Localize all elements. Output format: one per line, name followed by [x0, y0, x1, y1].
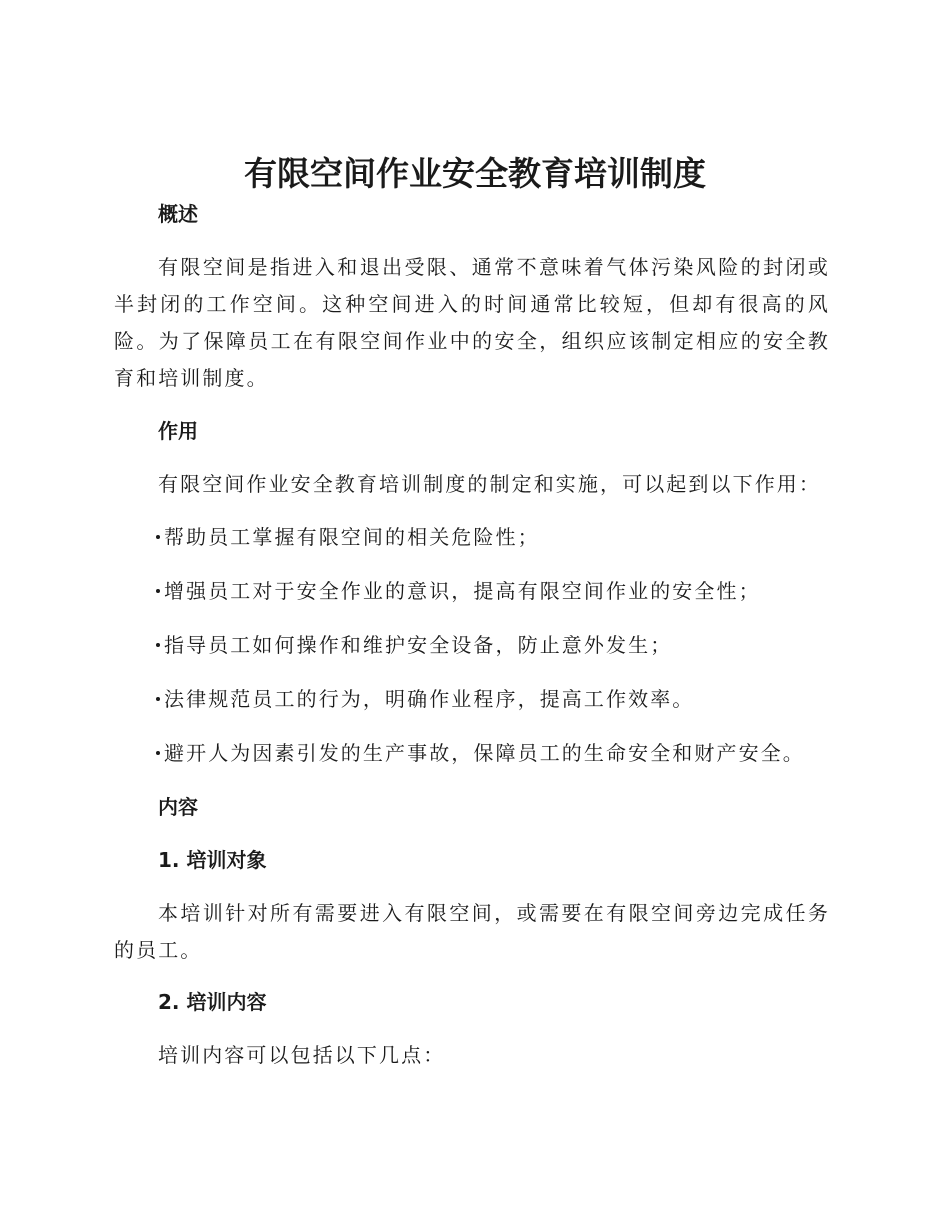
subsection-heading-audience: 1. 培训对象: [158, 848, 267, 872]
purpose-bullet-text: 法律规范员工的行为，明确作业程序，提高工作效率。: [164, 687, 695, 711]
purpose-bullet-item: [156, 522, 540, 552]
page-title: 有限空间作业安全教育培训制度: [244, 154, 706, 193]
purpose-bullet-item: [156, 684, 694, 714]
section-heading-overview: 概述: [158, 202, 198, 226]
subsection-heading-training-content: 2. 培训内容: [158, 990, 267, 1014]
training-content-intro: 培训内容可以包括以下几点：: [158, 1043, 446, 1067]
purpose-bullet-text: 帮助员工掌握有限空间的相关危险性；: [164, 525, 540, 549]
purpose-bullet-text: 指导员工如何操作和维护安全设备，防止意外发生；: [164, 633, 673, 657]
bullet-dot-icon: [156, 643, 160, 647]
purpose-bullet-item: [156, 630, 672, 660]
purpose-bullet-text: 增强员工对于安全作业的意识，提高有限空间作业的安全性；: [164, 579, 761, 603]
section-heading-content: 内容: [158, 795, 198, 819]
section-heading-purpose: 作用: [158, 419, 198, 443]
bullet-dot-icon: [156, 535, 160, 539]
bullet-dot-icon: [156, 589, 160, 593]
purpose-bullet-text: 避开人为因素引发的生产事故，保障员工的生命安全和财产安全。: [164, 741, 805, 765]
bullet-dot-icon: [156, 751, 160, 755]
bullet-dot-icon: [156, 697, 160, 701]
purpose-bullet-item: [156, 738, 805, 768]
audience-paragraph: 本培训针对所有需要进入有限空间，或需要在有限空间旁边完成任务的员工。: [114, 901, 830, 962]
overview-paragraph: 有限空间是指进入和退出受限、通常不意味着气体污染风险的封闭或半封闭的工作空间。这种空间进入的时间通常比较短，但却有很高的风险。为了保障员工在有限空间作业中的安全，组织应该制定相应的安全教育和培训制度。: [114, 255, 830, 390]
purpose-intro: 有限空间作业安全教育培训制度的制定和实施，可以起到以下作用：: [158, 472, 821, 496]
purpose-bullet-item: [156, 576, 761, 606]
